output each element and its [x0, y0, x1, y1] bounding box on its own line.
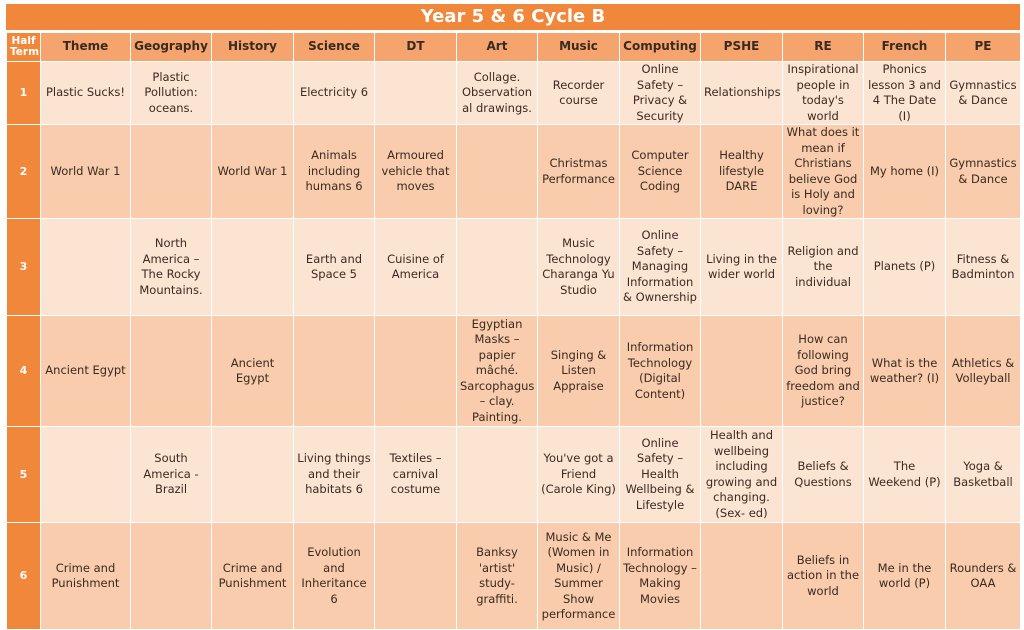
cell-geography: South America - Brazil [131, 427, 212, 523]
column-header-geography: Geography [131, 33, 212, 62]
cell-geography [131, 523, 212, 630]
table-row [7, 316, 1021, 427]
cell-history: Crime and Punishment [212, 523, 294, 630]
cell-pe: Athletics & Volleyball [946, 316, 1021, 427]
cell-pshe: Living in the wider world [701, 219, 783, 316]
cell-french: Phonics lesson 3 and 4 The Date (I) [864, 62, 946, 125]
cell-music: Singing & Listen Appraise [538, 316, 620, 427]
cell-science [294, 316, 375, 427]
cell-dt: Armoured vehicle that moves [375, 125, 457, 219]
cell-pshe: Health and wellbeing including growing and changing. (Sex- ed) [701, 427, 783, 523]
cell-art [457, 219, 538, 316]
cell-theme: Plastic Sucks! [41, 62, 131, 125]
table-row [7, 427, 1021, 523]
column-header-pshe: PSHE [701, 33, 783, 62]
cell-pe: Gymnastics & Dance [946, 62, 1021, 125]
cell-science: Animals including humans 6 [294, 125, 375, 219]
table-row [7, 125, 1021, 219]
curriculum-overview [6, 4, 1020, 630]
column-header-pe: PE [946, 33, 1021, 62]
cell-theme [41, 427, 131, 523]
table-row [7, 219, 1021, 316]
cell-re: Religion and the individual [783, 219, 864, 316]
column-header-music: Music [538, 33, 620, 62]
half-term-number: 6 [7, 523, 41, 630]
cell-theme: Crime and Punishment [41, 523, 131, 630]
cell-history [212, 427, 294, 523]
column-header-science: Science [294, 33, 375, 62]
column-header-half-term: Half Term [7, 33, 41, 62]
cell-geography: North America – The Rocky Mountains. [131, 219, 212, 316]
cell-geography: Plastic Pollution: oceans. [131, 62, 212, 125]
cell-french: The Weekend (P) [864, 427, 946, 523]
cell-music: Christmas Performance [538, 125, 620, 219]
cell-computing: Information Technology (Digital Content) [620, 316, 701, 427]
cell-pe: Fitness & Badminton [946, 219, 1021, 316]
half-term-number: 5 [7, 427, 41, 523]
cell-french: Me in the world (P) [864, 523, 946, 630]
cell-pshe [701, 316, 783, 427]
cell-history [212, 62, 294, 125]
column-header-history: History [212, 33, 294, 62]
table-row [7, 523, 1021, 630]
half-term-number: 3 [7, 219, 41, 316]
cell-dt [375, 62, 457, 125]
cell-art: Egyptian Masks – papier mâché. Sarcophagus – clay. Painting. [457, 316, 538, 427]
cell-computing: Online Safety – Health Wellbeing & Lifestyle [620, 427, 701, 523]
cell-french: Planets (P) [864, 219, 946, 316]
cell-music: Recorder course [538, 62, 620, 125]
column-header-art: Art [457, 33, 538, 62]
cell-computing: Online Safety – Privacy & Security [620, 62, 701, 125]
cell-science: Electricity 6 [294, 62, 375, 125]
column-header-french: French [864, 33, 946, 62]
cell-re: Inspirational people in today's world [783, 62, 864, 125]
cell-dt: Textiles – carnival costume [375, 427, 457, 523]
cell-history: Ancient Egypt [212, 316, 294, 427]
cell-science: Earth and Space 5 [294, 219, 375, 316]
cell-art [457, 125, 538, 219]
cell-re: How can following God bring freedom and justice? [783, 316, 864, 427]
cell-theme [41, 219, 131, 316]
cell-french: My home (I) [864, 125, 946, 219]
column-header-computing: Computing [620, 33, 701, 62]
cell-dt [375, 523, 457, 630]
cell-pshe [701, 523, 783, 630]
cell-history [212, 219, 294, 316]
cell-re: What does it mean if Christians believe God is Holy and loving? [783, 125, 864, 219]
cell-french: What is the weather? (I) [864, 316, 946, 427]
cell-computing: Online Safety – Managing Information & Ownership [620, 219, 701, 316]
cell-re: Beliefs & Questions [783, 427, 864, 523]
column-header-theme: Theme [41, 33, 131, 62]
column-header-re: RE [783, 33, 864, 62]
cell-science: Living things and their habitats 6 [294, 427, 375, 523]
cell-art: Collage. Observation al drawings. [457, 62, 538, 125]
cell-music: Music & Me (Women in Music) / Summer Show performance [538, 523, 620, 630]
cell-music: You've got a Friend (Carole King) [538, 427, 620, 523]
cell-geography [131, 316, 212, 427]
table-row [7, 62, 1021, 125]
cell-music: Music Technology Charanga Yu Studio [538, 219, 620, 316]
cell-dt: Cuisine of America [375, 219, 457, 316]
cell-pe: Rounders & OAA [946, 523, 1021, 630]
cell-pe: Gymnastics & Dance [946, 125, 1021, 219]
cell-computing: Information Technology – Making Movies [620, 523, 701, 630]
half-term-number: 1 [7, 62, 41, 125]
cell-theme: World War 1 [41, 125, 131, 219]
cell-dt [375, 316, 457, 427]
cell-theme: Ancient Egypt [41, 316, 131, 427]
half-term-number: 4 [7, 316, 41, 427]
half-term-number: 2 [7, 125, 41, 219]
cell-history: World War 1 [212, 125, 294, 219]
cell-science: Evolution and Inheritance 6 [294, 523, 375, 630]
cell-pshe: Relationships [701, 62, 783, 125]
page-title: Year 5 & 6 Cycle B [6, 4, 1020, 32]
curriculum-table [6, 32, 1021, 630]
cell-re: Beliefs in action in the world [783, 523, 864, 630]
cell-computing: Computer Science Coding [620, 125, 701, 219]
cell-art [457, 427, 538, 523]
cell-geography [131, 125, 212, 219]
column-header-dt: DT [375, 33, 457, 62]
cell-pe: Yoga & Basketball [946, 427, 1021, 523]
cell-art: Banksy 'artist' study- graffiti. [457, 523, 538, 630]
cell-pshe: Healthy lifestyle DARE [701, 125, 783, 219]
header-row [7, 33, 1021, 62]
